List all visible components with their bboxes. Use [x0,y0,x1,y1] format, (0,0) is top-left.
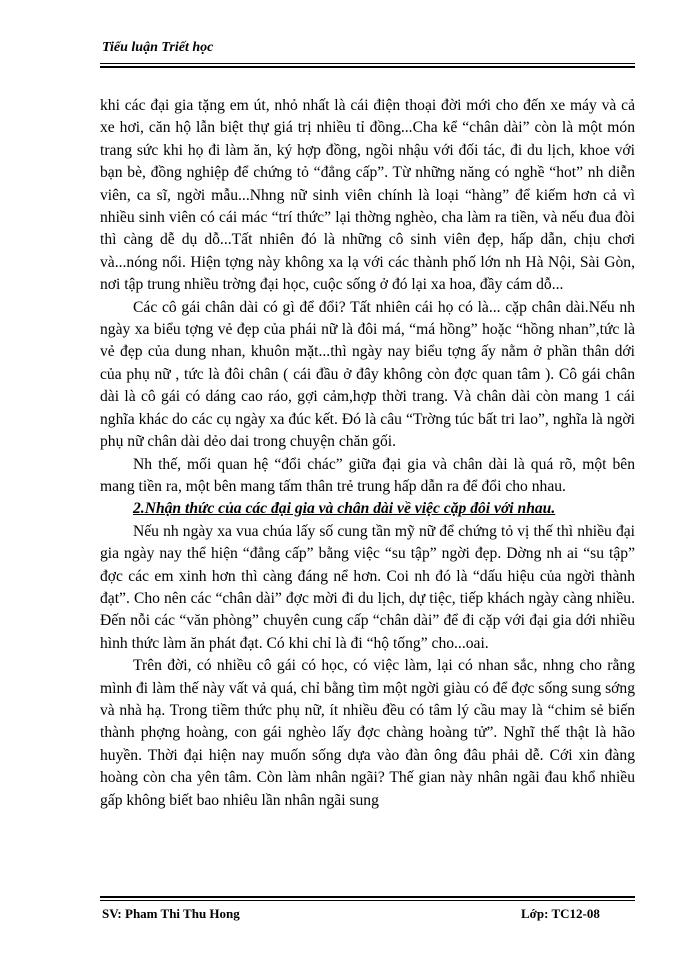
section-heading: 2.Nhận thức của các đại gia và chân dài về việc cặp đôi với nhau. [133,500,556,518]
paragraph-2: Các cô gái chân dài có gì để đổi? Tất nhiên cái họ có là... cặp chân dài.Nếu nh ngày xa biểu tợng vẻ đẹp của phái nữ là đôi má, “má hồng” hoặc “hồng nhan”,tức là vẻ đẹp của dung nhan, khuôn mặt...thì ngày nay biểu tợng ấy nằm ở phần thân dới của phụ nữ , tức là đôi chân ( cái đầu ở đây không còn đợc quan tâm ). Cô gái chân dài là cô gái có dáng cao ráo, gợi cảm,hợp thời trang. Và chân dài còn mang 1 cái nghĩa khác do các cụ ngày xa đúc kết. Đó là câu “Trờng túc bất tri lao”, nghĩa là ngời phụ nữ chân dài dẻo dai trong chuyện chăn gối. [100,298,635,451]
footer-student: SV: Pham Thi Thu Hong [102,906,240,921]
paragraph-5: Trên đời, có nhiều cô gái có học, có việc làm, lại có nhan sắc, nhng cho rằng mình đi làm thế này vất vả quá, chỉ bằng tìm một ngời giàu có để đợc sống sung sớng và nhà hạ. Trong tiềm thức phụ nữ, ít nhiều đều có tâm lý cầu may là “chim sẻ biến thành phợng hoàng, con gái nghèo lấy đợc chàng hoàng tử”. Nghĩ thế thật là hão huyền. Thời đại hiện nay muốn sống dựa vào đàn ông đâu phải dễ. Cới xin đàng hoàng còn cha yên tâm. Còn làm nhân ngãi? Thế gian này nhân ngãi đau khổ nhiều gấp không biết bao nhiêu lần nhân ngãi sung [100,657,635,809]
header-divider [100,63,635,64]
paragraph-3: Nh thế, mối quan hệ “đổi chác” giữa đại gia và chân dài là quá rõ, một bên mang tiền ra, một bên mang tấm thân trẻ trung hấp dẫn ra để đổi cho nhau. [100,455,635,495]
header-divider-thick [100,66,635,68]
header-title: Tiểu luận Triết học [102,40,214,55]
paragraph-1: khi các đại gia tặng em út, nhỏ nhất là cái điện thoại đời mới cho đến xe máy và cả xe hơi, căn hộ lẫn biệt thự giá trị nhiều tỉ đồng...Cha kể “chân dài” còn là một món trang sức khi họ đi làm ăn, ký hợp đồng, ngồi nhậu với đối tác, đi du lịch, khoe với bạn bè, đồng nghiệp để chứng tỏ “đẳng cấp”. Từ những năng có nghề “hot” nh diễn viên, ca sĩ, ngời mẫu...Nhng nữ sinh viên chính là loại “hàng” để kiếm hơn cả vì nhiều sinh viên có cái mác “trí thức” lại thờng nghèo, cha làm ra tiền, và nếu đua đòi thì càng dễ dụ dỗ...Tất nhiên đó là những cô sinh viên đẹp, hấp dẫn, chịu chơi và...nóng nổi. Hiện tợng này không xa lạ với các thành phố lớn nh Hà Nội, Sài Gòn, nơi tập trung nhiều trờng đại học, cuộc sống ở đó lại xa hoa, đầy cám dỗ... [100,97,635,294]
paragraph-4: Nếu nh ngày xa vua chúa lấy số cung tần mỹ nữ để chứng tỏ vị thế thì nhiều đại gia ngày nay thể hiện “đẳng cấp” bằng việc “su tập” ngời đẹp. Dờng nh ai “su tập” đợc các em xinh hơn thì càng đáng nể hơn. Coi nh đó là “dấu hiệu của ngời thành đạt”. Cho nên các “chân dài” đợc mời đi du lịch, dự tiệc, tiếp khách ngày càng nhiều. Đến nỗi các “văn phòng” chuyên cung cấp “chân dài” để đi cặp với đại gia dới nhiều hình thức làm ăn phát đạt. Có khi chỉ là đi “hộ tống” cho...oai. [100,522,635,652]
document-body [100,95,635,812]
footer-divider [100,900,635,901]
footer-divider-thick [100,896,635,898]
footer-class: Lớp: TC12-08 [521,906,600,921]
